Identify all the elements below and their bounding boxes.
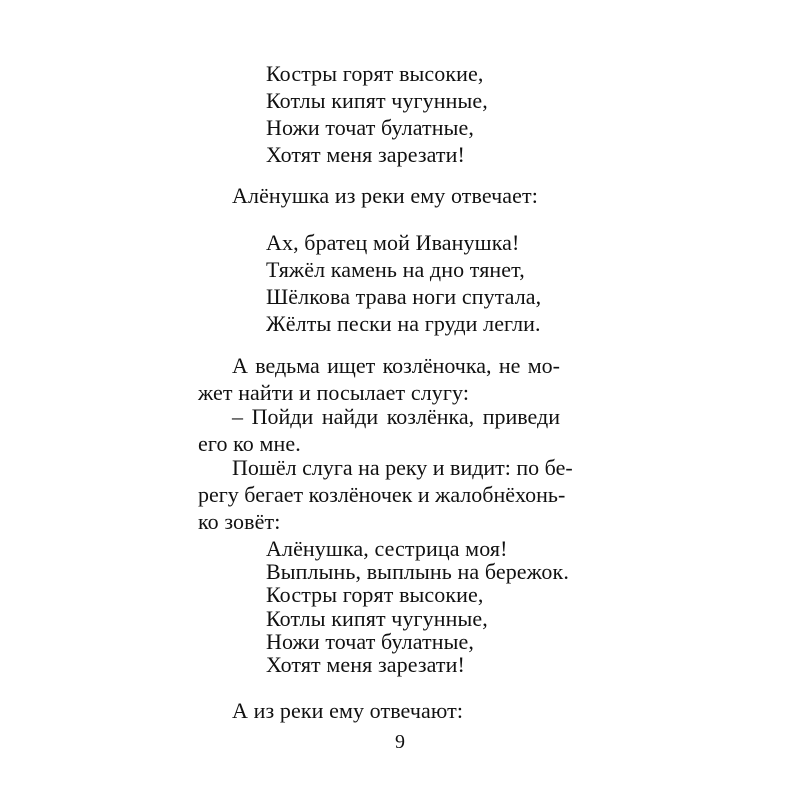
verse-line: Костры горят высокие,	[266, 582, 484, 607]
verse-line: Костры горят высокие,	[266, 61, 484, 86]
verse-line: Ах, братец мой Иванушка!	[266, 230, 520, 255]
verse-line: Котлы кипят чугунные,	[266, 606, 488, 631]
verse-line: Котлы кипят чугунные,	[266, 88, 488, 113]
paragraph-line: регу бегает козлёночек и жалобнёхонь-	[198, 482, 566, 507]
page-number: 9	[395, 731, 405, 753]
paragraph-line: А из реки ему отвечают:	[232, 698, 464, 723]
verse-line: Ножи точат булатные,	[266, 115, 474, 140]
paragraph-line: Алёнушка из реки ему отвечает:	[232, 183, 538, 208]
verse-line: Выплынь, выплынь на бережок.	[266, 559, 569, 584]
verse-line: Хотят меня зарезати!	[266, 142, 465, 167]
paragraph-line: его ко мне.	[198, 431, 301, 456]
verse-line: Ножи точат булатные,	[266, 629, 474, 654]
paragraph-line: ко зовёт:	[198, 509, 281, 534]
verse-line: Алёнушка, сестрица моя!	[266, 536, 508, 561]
verse-line: Хотят меня зарезати!	[266, 652, 465, 677]
paragraph-line: Пошёл слуга на реку и видит: по бе-	[232, 455, 573, 480]
verse-line: Тяжёл камень на дно тянет,	[266, 257, 525, 282]
paragraph-line: – Пойди найди козлёнка, приведи	[232, 404, 560, 429]
paragraph-line: жет найти и посылает слугу:	[198, 380, 470, 405]
verse-line: Шёлкова трава ноги спутала,	[266, 284, 542, 309]
paragraph-line: А ведьма ищет козлёночка, не мо-	[232, 353, 560, 378]
verse-line: Жёлты пески на груди легли.	[266, 311, 541, 336]
